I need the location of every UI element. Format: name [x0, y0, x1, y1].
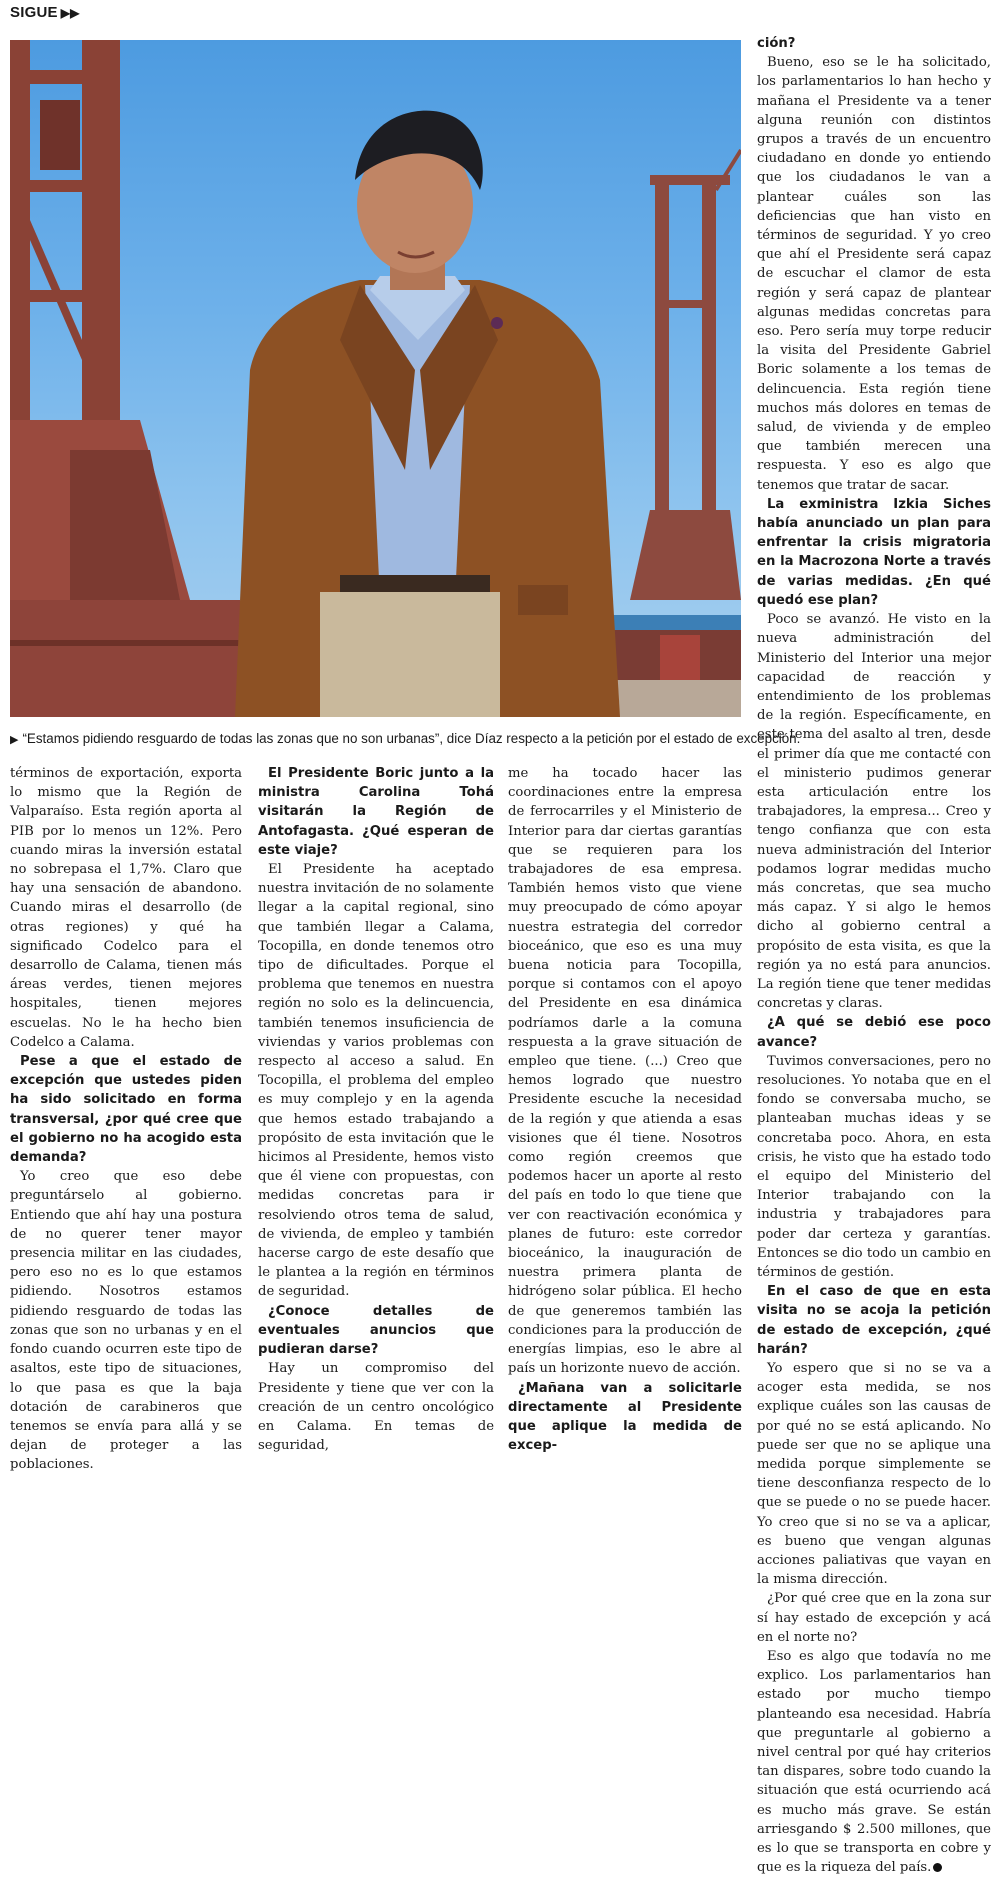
interview-question: En el caso de que en esta visita no se acoja la petición de estado de excepción, ¿qué harán? [757, 1284, 991, 1357]
article-paragraph: Yo espero que si no se va a acoger esta medida, se nos explique cuáles son las causas de por qué no se está aplicando. No puede ser que no se aplique una medida porque simplemente se tiene desconfianza respecto de lo que se puede o no se puede hacer. Yo creo que si no se va a aplicar, es bueno que vengan algunas acciones paliativas que vayan en la misma dirección. [757, 1361, 991, 1588]
article-paragraph: Tuvimos conversaciones, pero no resoluciones. Yo notaba que en el fondo se conversaba mucho, se planteaban muchas ideas y se concretaba poco. Ahora, en esta crisis, he visto que ha estado todo el equipo del Ministerio del Interior trabajando con la industria y trabajadores para poder dar certeza y garantías. Entonces se dio todo un cambio en términos de gestión. [757, 1053, 991, 1280]
section-header [10, 4, 80, 21]
interview-question: La exministra Izkia Siches había anunciado un plan para enfrentar la crisis migratoria en la Macrozona Norte a través de varias medidas. ¿En qué quedó ese plan? [757, 496, 991, 608]
article-paragraph: términos de exportación, exporta lo mismo que la Región de Valparaíso. Esta región aporta al PIB por lo menos un 12%. Pero cuando miras la inversión estatal no sobrepasa el 1,7%. Claro que hay una sensación de abandono. Cuando miras el desarrollo (de otras regiones) y qué ha significado Codelco para el desarrollo de Calama, tienen más áreas verdes, tienen mejores hospitales, tienen mejores escuelas. No le ha hecho bien Codelco a Calama. [10, 766, 242, 1050]
section-label: SIGUE [10, 4, 58, 21]
article-column-1 [10, 764, 242, 1475]
interview-question: Pese a que el estado de excepción que ustedes piden ha sido solicitado en forma transversal, ¿por qué cree que el gobierno no ha acogido esta demanda? [10, 1054, 242, 1166]
photo-illustration [10, 40, 741, 717]
article-paragraph: Poco se avanzó. He visto en la nueva administración del Ministerio del Interior una mejor capacidad de reacción y entendimiento de los problemas de la región. Específicamente, en este tema del asalto al tren, desde el primer día que me contacté con el ministerio pudimos generar esta articulación entre los trabajadores, la empresa... Creo y tengo confianza que con esta nueva administración del Interior podamos lograr medidas mucho más concretas, que sea mucho más capaz. Y si algo le hemos dicho al gobierno central a propósito de esta visita, es que la región ya no está para anuncios. La región tiene que tener medidas concretas y claras. [757, 612, 991, 1012]
article-column-2 [258, 764, 494, 1455]
interview-question: El Presidente Boric junto a la ministra Carolina Tohá visitarán la Región de Antofagasta. ¿Qué esperan de este viaje? [258, 766, 494, 858]
article-paragraph: Hay un compromiso del Presidente y tiene que ver con la creación de un centro oncológico en Calama. En temas de seguridad, [258, 1361, 494, 1454]
article-paragraph: ¿Por qué cree que en la zona sur sí hay estado de excepción y acá en el norte no? [757, 1591, 991, 1645]
interview-question: ción? [757, 36, 796, 51]
interview-question: ¿Mañana van a solicitarle directamente al Presidente que aplique la medida de excep- [508, 1380, 742, 1454]
article-paragraph [757, 1647, 991, 1877]
article-column-4 [757, 34, 991, 1878]
caption-marker-icon: ▶ [10, 734, 19, 746]
article-paragraph: Bueno, eso se le ha solicitado, los parlamentarios lo han hecho y mañana el Presidente va a tener alguna reunión con distintos grupos a través de un encuentro ciudadano en donde yo entiendo que los ciudadanos le van a plantear cuáles son las deficiencias que han visto en términos de seguridad. Y yo creo que ahí el Presidente será capaz de escuchar el clamor de esta región y será capaz de plantear algunas medidas concretas para eso. Pero sería muy torpe reducir la visita del Presidente Gabriel Boric solamente a los temas de delincuencia. Esta región tiene muchos más dolores en temas de salud, de vivienda y de empleo que también merecen una respuesta. Y eso es algo que tenemos que tratar de sacar. [757, 55, 991, 493]
article-paragraph: me ha tocado hacer las coordinaciones entre la empresa de ferrocarriles y el Ministerio de Interior para dar ciertas garantías que se requieren para los trabajadores de esa empresa. También hemos visto que viene muy preocupado de cómo apoyar nuestra estrategia del corredor bioceánico, que eso es una muy buena noticia para Tocopilla, porque si contamos con el apoyo del Presidente en esa dinámica podríamos darle a la comuna respuesta a la grave situación de empleo que tiene. (...) Creo que hemos logrado que nuestro Presidente escuche la necesidad de la región y que atienda a esas visiones que él tiene. Nosotros como región creemos que podemos hacer un aporte al resto del país en todo lo que tiene que ver con reactivación económica y planes de futuro: este corredor bioceánico, la inauguración de nuestra primera planta de hidrógeno solar pública. El hecho de que generemos también las condiciones para la producción de energías limpias, eso le abre al país un horizonte nuevo de acción. [508, 766, 742, 1377]
article-paragraph: El Presidente ha aceptado nuestra invitación de no solamente llegar a la capital regional, sino que también llegar a Calama, Tocopilla, en donde tenemos otro tipo de dificultades. Porque el problema que tenemos en nuestra región no solo es la delincuencia, también tenemos insuficiencia de viviendas y varios problemas con respecto al acceso a salud. En Tocopilla, el problema del empleo es muy complejo y en la agenda que hemos estado trabajando a propósito de esta invitación que le hicimos al Presidente, hemos visto que él viene con propuestas, con medidas concretas para ir resolviendo otros tema de salud, de vivienda, de empleo y también hacerse cargo de este desafío que le plantea a la región en términos de seguridad. [258, 862, 494, 1300]
interview-question: ¿A qué se debió ese poco avance? [757, 1015, 991, 1050]
portrait-photo [10, 40, 741, 717]
interview-question: ¿Conoce detalles de eventuales anuncios que pudieran darse? [258, 1303, 494, 1358]
article-column-3 [508, 764, 742, 1455]
end-of-article-icon [933, 1863, 942, 1872]
article-paragraph-text: Eso es algo que todavía no me explico. Los parlamentarios han estado por mucho tiempo planteando esa necesidad. Habría que preguntarle al gobierno a nivel central por qué hay criterios tan dispares, sobre todo cuando la situación que está ocurriendo acá es mucho más grave. Se están arriesgando $ 2.500 millones, que es lo que se transporta en cobre y que es la riqueza del país. [757, 1649, 991, 1876]
article-paragraph: Yo creo que eso debe preguntárselo al gobierno. Entiendo que ahí hay una postura de no querer tener mayor presencia militar en las ciudades, pero eso no es lo que estamos pidiendo. Nosotros estamos pidiendo resguardo de todas las zonas que son no urbanas y en el fondo cuando ocurren este tipo de asaltos, este tipo de situaciones, lo que pasa es que la baja dotación de carabineros que tenemos se envía para allá y se dejan de proteger a las poblaciones. [10, 1169, 242, 1473]
photo-caption [10, 730, 801, 749]
caption-text: “Estamos pidiendo resguardo de todas las zonas que no son urbanas”, dice Díaz respecto a la petición por el estado de excepción. [22, 731, 801, 746]
arrow-icons: ▶▶ [60, 6, 80, 20]
